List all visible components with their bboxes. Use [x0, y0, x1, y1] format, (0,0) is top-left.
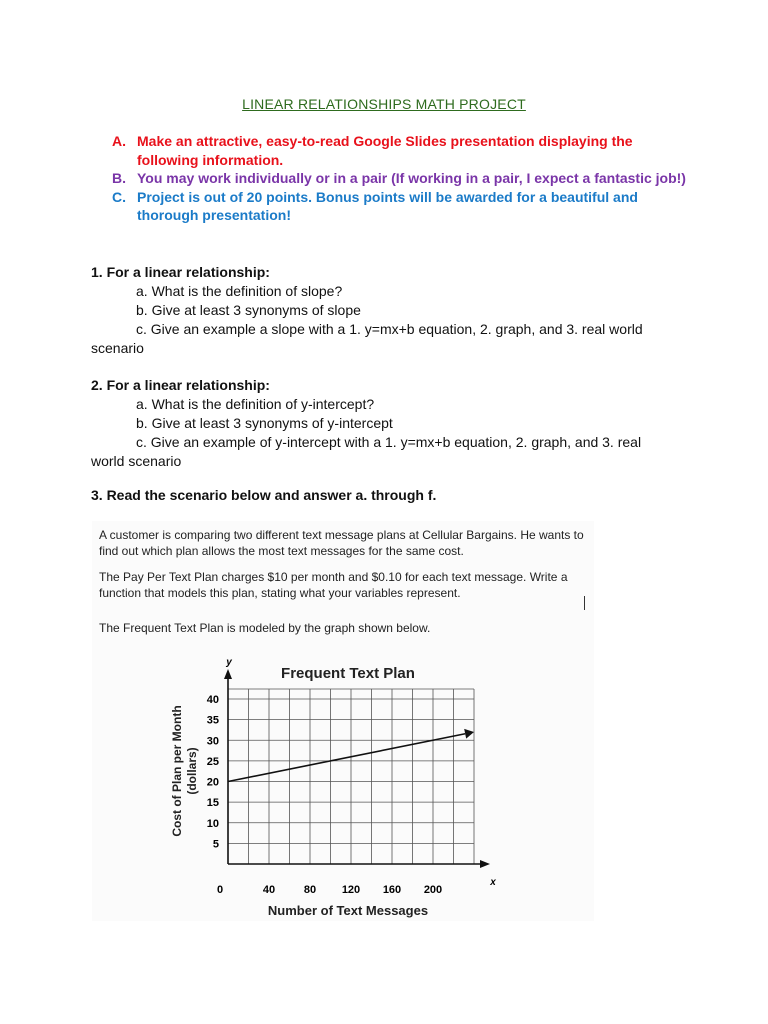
x-tick-label: 160	[382, 884, 402, 896]
y-axis-label: Cost of Plan per Month	[170, 705, 184, 837]
y-axis-letter: y	[226, 657, 232, 668]
text-cursor	[584, 596, 585, 610]
goal-b-label: B.	[112, 170, 126, 186]
y-axis-label-units: (dollars)	[185, 747, 199, 795]
goal-b	[112, 169, 692, 188]
y-tick-label: 5	[212, 838, 219, 851]
goal-c	[112, 188, 692, 225]
question-1c: c. Give an example a slope with a 1. y=mx+b equation, 2. graph, and 3. real world scenario	[91, 321, 643, 356]
goal-a	[112, 132, 692, 169]
y-tick-label: 20	[206, 776, 219, 789]
project-goals	[112, 132, 692, 225]
question-1-heading: 1. For a linear relationship:	[91, 264, 270, 280]
y-tick-label: 40	[206, 694, 219, 706]
question-3-heading: 3. Read the scenario below and answer a. through f.	[91, 487, 437, 503]
goal-b-text: You may work individually or in a pair (If working in a pair, I expect a fantastic job!)	[137, 170, 686, 186]
series-arrowhead	[464, 729, 474, 739]
goal-c-text: Project is out of 20 points. Bonus points will be awarded for a beautiful and thorough presentation!	[137, 188, 638, 223]
series-line	[228, 734, 465, 782]
question-1a: a. What is the definition of slope?	[136, 283, 343, 299]
question-1b: b. Give at least 3 synonyms of slope	[136, 302, 361, 318]
scenario-paragraph-2: The Pay Per Text Plan charges $10 per month and $0.10 for each text message. Write a function that models this plan, stating what your variables represent.	[99, 570, 568, 600]
chart-grid	[228, 689, 474, 864]
page-title: LINEAR RELATIONSHIPS MATH PROJECT	[242, 96, 526, 112]
question-2a: a. What is the definition of y-intercept?	[136, 396, 375, 412]
x-tick-label: 120	[341, 884, 361, 896]
scenario-figure	[92, 521, 594, 921]
x-tick-label: 200	[423, 884, 443, 896]
x-axis-letter: x	[490, 877, 496, 888]
chart-ticks	[207, 694, 442, 896]
y-tick-label: 15	[206, 797, 219, 810]
scenario-paragraph-1: A customer is comparing two different text message plans at Cellular Bargains. He wants to find out which plan allows the most text messages for the same cost.	[99, 528, 584, 558]
y-axis-arrowhead	[224, 669, 232, 679]
origin-label: 0	[216, 884, 224, 896]
goal-c-label: C.	[112, 188, 126, 205]
question-1	[91, 263, 671, 358]
y-tick-label: 30	[206, 735, 219, 748]
goal-a-label: A.	[112, 133, 126, 149]
x-tick-label: 80	[303, 884, 317, 896]
x-axis-arrowhead	[480, 860, 490, 868]
question-2-heading: 2. For a linear relationship:	[91, 377, 270, 393]
question-2	[91, 376, 671, 471]
frequent-text-plan-chart	[92, 521, 594, 921]
y-tick-label: 25	[206, 755, 219, 768]
goal-a-text: Make an attractive, easy-to-read Google Slides presentation displaying the following information.	[137, 133, 633, 168]
y-tick-label: 35	[206, 714, 219, 727]
chart-title: Frequent Text Plan	[281, 665, 415, 682]
question-2c: c. Give an example of y-intercept with a 1. y=mx+b equation, 2. graph, and 3. real world scenario	[91, 434, 642, 469]
question-2b: b. Give at least 3 synonyms of y-intercept	[136, 415, 393, 431]
y-tick-label: 10	[206, 817, 219, 830]
x-axis-label: Number of Text Messages	[267, 903, 429, 918]
x-tick-label: 40	[262, 884, 276, 896]
scenario-paragraph-3: The Frequent Text Plan is modeled by the graph shown below.	[99, 621, 431, 635]
